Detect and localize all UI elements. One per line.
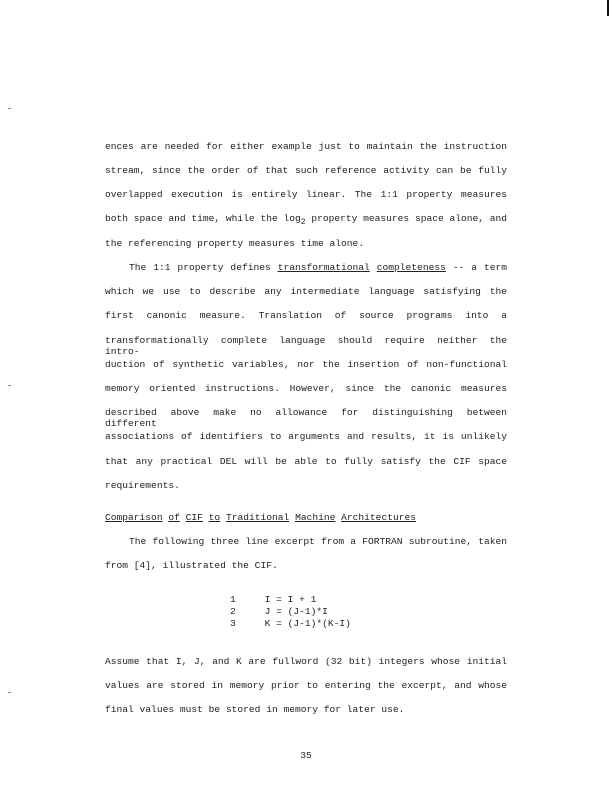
line-number: 3	[230, 618, 236, 629]
text-line: final values must be stored in memory for later use.	[105, 704, 405, 715]
text-line: that any practical DEL will be able to fully satisfy the CIF space	[105, 456, 507, 467]
line-number: 1	[230, 594, 236, 605]
text-line	[105, 213, 507, 227]
text-line: associations of identifiers to arguments and results, it is unlikely	[105, 431, 507, 442]
subscript: 2	[300, 218, 306, 227]
text-line: Assume that I, J, and K are fullword (32 bit) integers whose initial	[105, 656, 507, 667]
line-number: 2	[230, 606, 236, 617]
text-line: memory oriented instructions. However, since the canonic measures	[105, 383, 507, 394]
heading-word: of	[168, 512, 180, 523]
text-line: first canonic measure. Translation of source programs into a	[105, 310, 507, 321]
heading-word: Architectures	[341, 512, 416, 523]
text-span: property measures space alone, and	[305, 213, 508, 224]
text-line: requirements.	[105, 480, 180, 491]
text-line: values are stored in memory prior to entering the excerpt, and whose	[105, 680, 507, 691]
statement: K = (J-1)*(K-I)	[264, 618, 351, 629]
text-line: described above make no allowance for distinguishing between different	[105, 407, 507, 429]
heading-word: CIF	[185, 512, 203, 523]
text-line: overlapped execution is entirely linear. The 1:1 property measures	[105, 189, 507, 200]
heading-word: Comparison	[105, 512, 163, 523]
text-line	[105, 262, 507, 273]
statement: I = I + 1	[264, 594, 317, 605]
text-span: The 1:1 property defines	[129, 262, 278, 273]
heading-word: to	[208, 512, 221, 523]
text-line: transformationally complete language should require neither the intro-	[105, 335, 507, 357]
text-line: stream, since the order of that such reference activity can be fully	[105, 165, 507, 176]
text-line: The following three line excerpt from a FORTRAN subroutine, taken	[129, 536, 507, 547]
scan-speck	[8, 385, 11, 386]
code-line	[230, 606, 328, 617]
heading-word: Traditional	[225, 512, 290, 523]
heading-word: Machine	[295, 512, 336, 523]
scan-speck	[8, 108, 11, 109]
page-number: 35	[300, 750, 312, 761]
text-span: -- a term	[445, 262, 507, 273]
emphasis: completeness	[376, 262, 446, 273]
code-line	[230, 594, 316, 605]
scan-edge-mark	[607, 0, 609, 16]
section-heading	[105, 512, 507, 523]
text-span: both space and time, while the log	[105, 213, 301, 224]
code-line	[230, 618, 351, 629]
text-line: which we use to describe any intermediate language satisfying the	[105, 286, 507, 297]
text-line: ences are needed for either example just to maintain the instruction	[105, 141, 507, 152]
statement: J = (J-1)*I	[264, 606, 328, 617]
text-line: from [4], illustrated the CIF.	[105, 560, 278, 571]
text-line: duction of synthetic variables, nor the insertion of non-functional	[105, 359, 507, 370]
text-line: the referencing property measures time alone.	[105, 238, 365, 249]
emphasis: transformational	[277, 262, 370, 273]
scan-speck	[8, 692, 11, 693]
